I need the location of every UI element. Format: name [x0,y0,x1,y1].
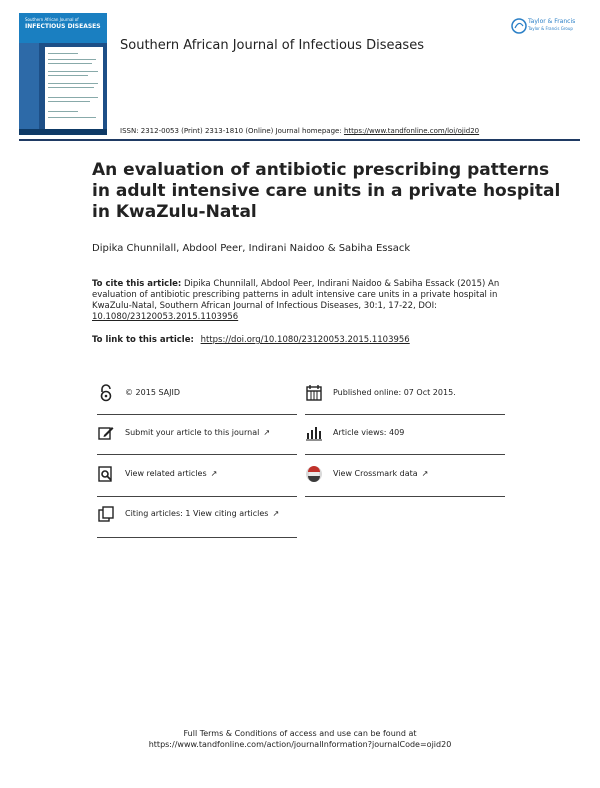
crossmark-icon [305,465,323,483]
link-label: To link to this article: [92,335,194,345]
calendar-icon [305,384,323,402]
cite-label: To cite this article: [92,279,182,289]
related-articles-label: View related articles [125,469,207,478]
cover-body [45,47,103,129]
crossmark-link[interactable] [333,469,428,478]
journal-title: Southern African Journal of Infectious Diseases [120,38,424,53]
copyright-label: © 2015 SAJID [125,388,181,397]
citing-articles-icon [97,505,115,523]
article-link-line [92,335,410,345]
publisher-subtitle: Taylor & Francis Group [528,26,573,31]
citing-articles-link[interactable] [125,509,279,518]
box-rule [97,496,297,497]
issn-line [120,127,479,135]
citation-block [92,279,512,323]
submit-article-link[interactable] [125,428,270,437]
issn-text: ISSN: 2312-0053 (Print) 2313-1810 (Online) Journal homepage: [120,127,342,135]
article-views-label: Article views: 409 [333,428,405,437]
bar-chart-icon [305,424,323,442]
cite-doi-link[interactable]: 10.1080/23120053.2015.1103956 [92,312,239,322]
edit-icon [97,424,115,442]
footer-terms-link[interactable]: https://www.tandfonline.com/action/journalInformation?journalCode=ojid20 [148,740,452,749]
box-rule [305,496,505,497]
cover-sidebar [19,43,39,135]
footer-line1: Full Terms & Conditions of access and use can be found at [183,729,417,738]
box-rule [305,454,505,455]
header-rule [19,139,580,141]
article-authors: Dipika Chunnilall, Abdool Peer, Indirani Naidoo & Sabiha Essack [92,243,411,254]
external-link-icon: ↗ [272,509,280,518]
box-rule [97,454,297,455]
related-articles-link[interactable] [125,469,217,478]
cover-title-big: INFECTIOUS DISEASES [25,23,101,30]
related-articles-icon [97,465,115,483]
external-link-icon: ↗ [263,428,271,437]
submit-article-label: Submit your article to this journal [125,428,260,437]
article-doi-link[interactable]: https://doi.org/10.1080/23120053.2015.1103956 [200,335,410,345]
crossmark-label: View Crossmark data [333,469,418,478]
journal-homepage-link[interactable]: https://www.tandfonline.com/loi/ojid20 [343,127,480,135]
footer-terms [0,728,600,750]
citing-articles-label: Citing articles: 1 View citing articles [125,509,269,518]
article-title: An evaluation of antibiotic prescribing patterns in adult intensive care units in a private hospital in KwaZulu-Natal [92,160,561,222]
external-link-icon: ↗ [210,469,218,478]
box-rule [97,537,297,538]
box-rule [305,414,505,415]
cite-text: Dipika Chunnilall, Abdool Peer, Indirani Naidoo & Sabiha Essack (2015) An evaluation of antibiotic prescribing patterns in adult intensive care units in a private hospital in KwaZulu-Natal, Southern African Journal of Infectious Diseases, 30:1, 17-22, DOI: [92,279,500,311]
external-link-icon: ↗ [421,469,429,478]
open-access-icon [97,384,115,402]
journal-cover-image [19,13,107,135]
published-label: Published online: 07 Oct 2015. [333,388,456,397]
publisher-name: Taylor & Francis [528,18,576,25]
cover-title-small: Southern African Journal of [25,17,79,22]
box-rule [97,414,297,415]
cover-footer [19,129,107,135]
